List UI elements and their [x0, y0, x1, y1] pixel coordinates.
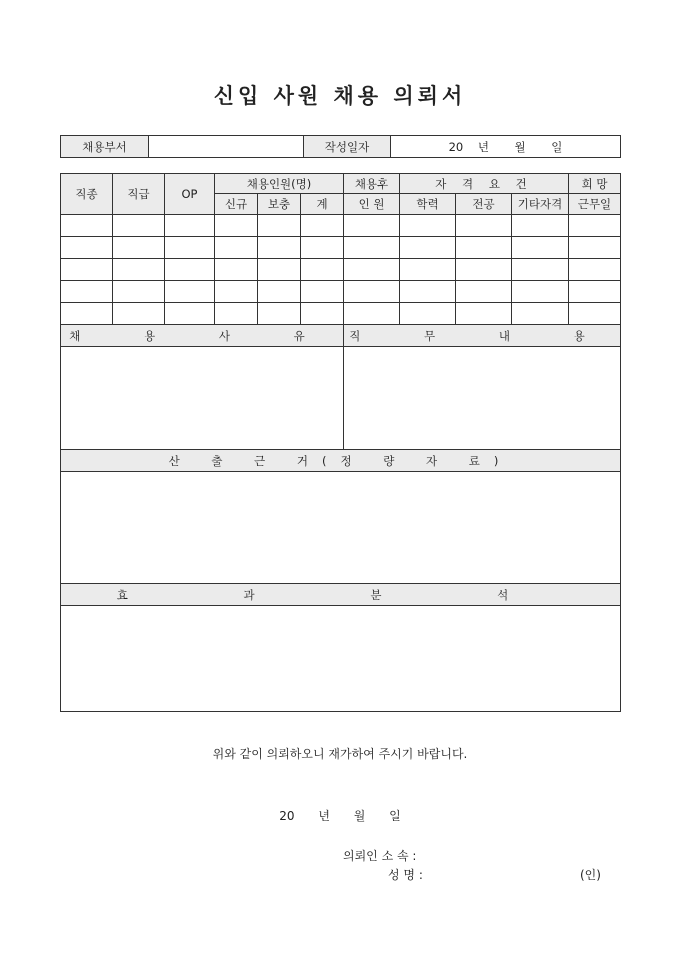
col-other-qual: 기타자격 — [512, 194, 569, 215]
table-cell[interactable] — [512, 281, 569, 303]
table-cell[interactable] — [400, 215, 456, 237]
table-cell[interactable] — [165, 237, 215, 259]
table-cell[interactable] — [165, 215, 215, 237]
table-cell[interactable] — [113, 215, 165, 237]
reason-field[interactable] — [61, 347, 344, 450]
table-cell[interactable] — [569, 281, 621, 303]
table-row — [61, 215, 621, 237]
footer-day-unit: 일 — [389, 809, 401, 823]
table-cell[interactable] — [301, 303, 344, 325]
table-cell[interactable] — [456, 281, 512, 303]
table-cell[interactable] — [215, 215, 258, 237]
basis-header — [61, 450, 621, 472]
table-cell[interactable] — [215, 281, 258, 303]
table-cell[interactable] — [113, 259, 165, 281]
table-cell[interactable] — [215, 259, 258, 281]
table-cell[interactable] — [301, 215, 344, 237]
footer-year-unit: 년 — [318, 809, 330, 823]
col-after-hire-top: 채용후 — [344, 174, 400, 194]
table-cell[interactable] — [456, 259, 512, 281]
footer-year: 20 — [279, 809, 295, 823]
col-education: 학력 — [400, 194, 456, 215]
table-cell[interactable] — [215, 303, 258, 325]
table-cell[interactable] — [301, 259, 344, 281]
table-cell[interactable] — [61, 237, 113, 259]
table-cell[interactable] — [569, 303, 621, 325]
col-supplement: 보충 — [258, 194, 301, 215]
table-row — [61, 259, 621, 281]
table-cell[interactable] — [61, 303, 113, 325]
table-cell[interactable] — [569, 237, 621, 259]
reason-header: 채 용 사 유 — [61, 325, 344, 347]
table-cell[interactable] — [165, 281, 215, 303]
table-cell[interactable] — [344, 215, 400, 237]
col-major: 전공 — [456, 194, 512, 215]
col-desired-top: 희 망 — [569, 174, 621, 194]
table-cell[interactable] — [400, 303, 456, 325]
table-cell[interactable] — [61, 259, 113, 281]
col-job-type: 직종 — [61, 174, 113, 215]
effect-field[interactable] — [61, 606, 621, 712]
table-row — [61, 303, 621, 325]
table-cell[interactable] — [456, 237, 512, 259]
requester-name-label: 성 명 : — [388, 868, 423, 882]
table-cell[interactable] — [344, 259, 400, 281]
table-cell[interactable] — [258, 281, 301, 303]
basis-field[interactable] — [61, 472, 621, 584]
table-cell[interactable] — [113, 281, 165, 303]
hiring-form-table — [60, 173, 621, 712]
table-cell[interactable] — [258, 303, 301, 325]
table-cell[interactable] — [344, 303, 400, 325]
table-cell[interactable] — [400, 259, 456, 281]
col-headcount-group: 채용인원(명) — [215, 174, 344, 194]
table-cell[interactable] — [258, 215, 301, 237]
table-row — [61, 237, 621, 259]
requester-affiliation-label: 의뢰인 소 속 : — [343, 849, 417, 863]
table-cell[interactable] — [165, 259, 215, 281]
date-field[interactable]: 20 년 월 일 — [391, 136, 621, 158]
header-table — [60, 135, 621, 158]
footer-date — [0, 807, 680, 824]
dept-field[interactable] — [149, 136, 304, 158]
date-label: 작성일자 — [304, 136, 391, 158]
table-cell[interactable] — [512, 215, 569, 237]
effect-header-label: 효 과 분 석 — [116, 587, 565, 602]
table-cell[interactable] — [512, 303, 569, 325]
footer-month-unit: 월 — [353, 809, 366, 823]
table-cell[interactable] — [258, 237, 301, 259]
basis-header-label: 산 출 근 거(정 량 자 료) — [168, 453, 513, 468]
duties-field[interactable] — [344, 347, 621, 450]
table-cell[interactable] — [301, 281, 344, 303]
table-cell[interactable] — [344, 237, 400, 259]
table-cell[interactable] — [569, 259, 621, 281]
duties-header: 직 무 내 용 — [344, 325, 621, 347]
table-cell[interactable] — [456, 215, 512, 237]
table-cell[interactable] — [113, 303, 165, 325]
dept-label: 채용부서 — [61, 136, 149, 158]
table-cell[interactable] — [344, 281, 400, 303]
col-total: 계 — [301, 194, 344, 215]
table-cell[interactable] — [400, 237, 456, 259]
col-grade: 직급 — [113, 174, 165, 215]
table-cell[interactable] — [512, 259, 569, 281]
table-cell[interactable] — [512, 237, 569, 259]
table-cell[interactable] — [258, 259, 301, 281]
table-cell[interactable] — [165, 303, 215, 325]
table-cell[interactable] — [61, 281, 113, 303]
table-cell[interactable] — [301, 237, 344, 259]
col-desired-bottom: 근무일 — [569, 194, 621, 215]
table-cell[interactable] — [215, 237, 258, 259]
seal-mark: (인) — [580, 868, 601, 882]
table-row — [61, 281, 621, 303]
document-title: 신입 사원 채용 의뢰서 — [213, 83, 467, 108]
closing-statement: 위와 같이 의뢰하오니 재가하여 주시기 바랍니다. — [212, 747, 468, 761]
col-op: OP — [165, 174, 215, 215]
table-cell[interactable] — [456, 303, 512, 325]
table-cell[interactable] — [400, 281, 456, 303]
col-after-hire-bottom: 인 원 — [344, 194, 400, 215]
effect-header — [61, 584, 621, 606]
col-new: 신규 — [215, 194, 258, 215]
table-cell[interactable] — [61, 215, 113, 237]
col-qualifications-group: 자 격 요 건 — [400, 174, 569, 194]
table-cell[interactable] — [569, 215, 621, 237]
table-cell[interactable] — [113, 237, 165, 259]
